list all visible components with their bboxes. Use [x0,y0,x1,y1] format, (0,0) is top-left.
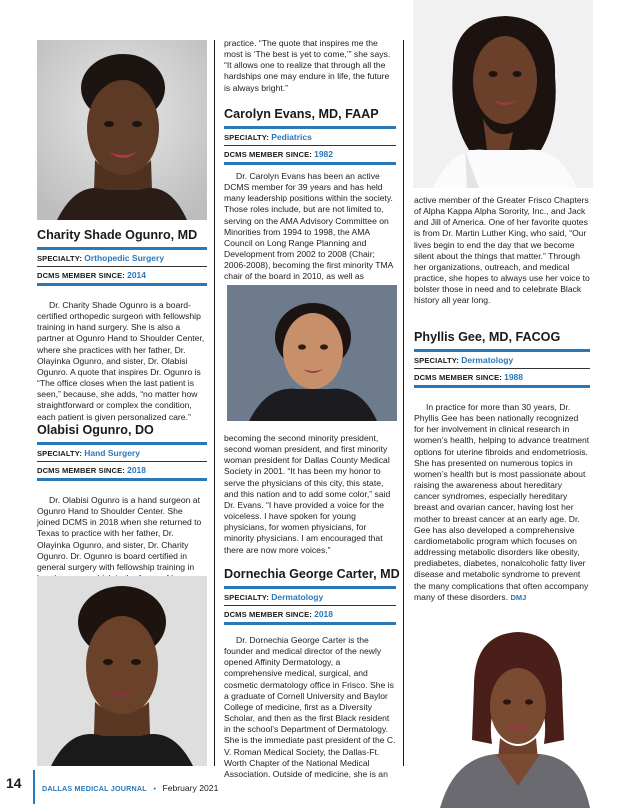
member-since-value: 1988 [504,372,524,382]
blue-rule [224,162,396,165]
specialty-line [414,355,590,365]
member-since-value: 2014 [127,270,147,280]
thin-rule [37,266,207,267]
page-footer [0,770,625,808]
profile-name: Phyllis Gee, MD, FACOG [414,330,561,344]
specialty-line [224,132,396,142]
profile-body [37,495,207,584]
specialty-label: SPECIALTY: [37,254,83,263]
member-since-label: DCMS MEMBER SINCE: [37,466,125,475]
specialty-value: Orthopedic Surgery [84,253,165,263]
specialty-value: Dermatology [271,592,324,602]
specialty-line [37,448,207,458]
member-since-label: DCMS MEMBER SINCE: [224,150,312,159]
thin-rule [37,461,207,462]
photo-carolyn-evans [227,285,397,421]
member-since-label: DCMS MEMBER SINCE: [224,610,312,619]
blue-rule [37,478,207,481]
specialty-value: Pediatrics [271,132,312,142]
footer-date: February 2021 [162,783,219,793]
column-divider-right [403,40,404,766]
specialty-label: SPECIALTY: [224,593,270,602]
footer-separator: • [153,784,156,793]
profile-body-text: Dr. Carolyn Evans has been an active DCMS member for 39 years and has held many leadership positions within the society. Those roles include, but are not limited to, serving on the AMA Advisory Committee on Minorities from 1994 to 1998, the AMA Council on Long Range Planning and Development from 2002 to 2008 (Chair; 2006-2008), becoming the first minority TMA chair of the board in 2010, as well as [224,171,393,282]
blue-rule [224,126,396,129]
footer-publication-line [42,778,218,796]
blue-rule [37,283,207,286]
specialty-value: Hand Surgery [84,448,140,458]
member-since-line [37,465,207,475]
profile-body-continued: becoming the second minority president, second woman president, and first minority woman president for Dallas County Medical Society in 2001. “It has been my honor to serve the physicians of this city, this state, and this nation and to add some color,” said Dr. Evans. “I have provided a voice for the voiceless. I have spoken for young physicians, for women physicians, for minority physicians. I am encouraged that there are now more voices.” [224,433,391,555]
profile-name: Carolyn Evans, MD, FAAP [224,107,379,121]
footer-publication: DALLAS MEDICAL JOURNAL [42,784,147,793]
profile-name: Dornechia George Carter, MD [224,567,400,581]
continued-text: practice. “The quote that inspires me the most is ‘The best is yet to come,’” she says. “It allows one to realize that through all the hardships one may endure in life, the future is always bright.” [224,38,391,93]
thin-rule [224,605,396,606]
specialty-line [224,592,396,602]
profile-body [224,171,396,283]
blue-rule [414,385,590,388]
profile-body-text: Dr. Olabisi Ogunro is a hand surgeon at Ogunro Hand to Shoulder Center. She joined DCMS in 2018 when she returned to Texas to practice with her father, Dr. Olayinka Ogunro, and sister, Dr. Charity Ogunro. Dr. Ogunro is board certified in general surgery with fellowship training in [37,495,202,572]
photo-dornechia-carter [413,0,593,188]
profile-phyllis-gee [414,330,590,603]
footer-divider [33,770,35,804]
member-since-value: 2018 [127,465,147,475]
specialty-line [37,253,207,263]
member-since-value: 1982 [314,149,334,159]
column-middle-continued [224,433,396,556]
blue-rule [414,349,590,352]
profile-olabisi-ogunro [37,423,207,584]
thin-rule [224,145,396,146]
profile-body [37,300,207,423]
specialty-label: SPECIALTY: [224,133,270,142]
specialty-label: SPECIALTY: [37,449,83,458]
blue-rule [224,586,396,589]
photo-charity-ogunro [37,40,207,220]
continued-text: active member of the Greater Frisco Chapters of Alpha Kappa Alpha Sorority, Inc., and Jack and Jill of America. One of her favorite quotes is from Dr. Martin Luther King, who said, “Our lives begin to end the day that we become silent about the things that matter.” Through her organizations, outreach, and medical practice, she hopes to always use her voice to bolster those in need and to celebrate Black history all year long. [414,195,590,306]
blue-rule [37,247,207,250]
profile-body-text: Dr. Charity Shade Ogunro is a board-certified orthopedic surgeon with fellowship training in hand surgery. She is also a partner at Ogunro Hand to Shoulder Center, where she practices with her father, Dr. Olayinka Ogunro, and sister, Dr. Olabisi Ogunro. A quote that inspires Dr. Ogunro is “The office closes when the last patient is seen,” because, she adds, “no matter how straightforward or complex the condition, each patient is given personalized care.” [37,300,205,422]
specialty-label: SPECIALTY: [414,356,460,365]
specialty-value: Dermatology [461,355,514,365]
profile-body [414,402,590,603]
profile-dornechia-carter [224,567,400,780]
column-right-top [414,195,590,307]
end-mark: DMJ [510,592,527,602]
member-since-line [224,609,396,619]
profile-body-text: In practice for more than 30 years, Dr. Phyllis Gee has been nationally recognized for her involvement in clinical research in women’s health, helping to advance treatment options for uterine fibroids and endometriosis. She has presented on numerous topics in women’s health but is most passionate about raising the awareness about hereditary cancer syndromes, especially hereditary breast and ovarian cancer, having lost her mother to breast cancer at an early age. Dr. Gee has also developed a comprehensive cardiometabolic program which focuses on addressing metabolic disorders like obesity, prediabetes, diabetes, nonalcoholic fatty liver disease and metabolic syndrome to prevent the many complications that often accompany many of these disorders. [414,402,590,602]
profile-carolyn-evans [224,107,396,283]
member-since-label: DCMS MEMBER SINCE: [37,271,125,280]
photo-olabisi-ogunro [37,576,207,766]
blue-rule [37,442,207,445]
blue-rule [224,622,396,625]
profile-body-text: Dr. Dornechia George Carter is the founder and medical director of the newly opened Affinity Dermatology, a comprehensive medical, surgical, and cosmetic dermatology office in Frisco. She is a graduate of Cornell University and Baylor College of medicine, first as a Diversity Scholar, and then as the first Black resident in the school’s Department of Dermatology. She is the immediate past president of the C. V. Roman Medical Society, the Dallas-Ft. Worth Chapter of the National Medical Association. Outside of medicine, she is an [224,635,396,779]
profile-charity-ogunro [37,228,207,423]
profile-body [224,635,396,780]
thin-rule [414,368,590,369]
column-middle-top [224,38,396,94]
member-since-line [224,149,396,159]
member-since-value: 2018 [314,609,334,619]
profile-name: Charity Shade Ogunro, MD [37,228,198,242]
member-since-line [37,270,207,280]
column-divider-left [214,40,215,766]
footer-page-number: 14 [6,775,22,791]
member-since-line [414,372,590,382]
member-since-label: DCMS MEMBER SINCE: [414,373,502,382]
profile-name: Olabisi Ogunro, DO [37,423,154,437]
